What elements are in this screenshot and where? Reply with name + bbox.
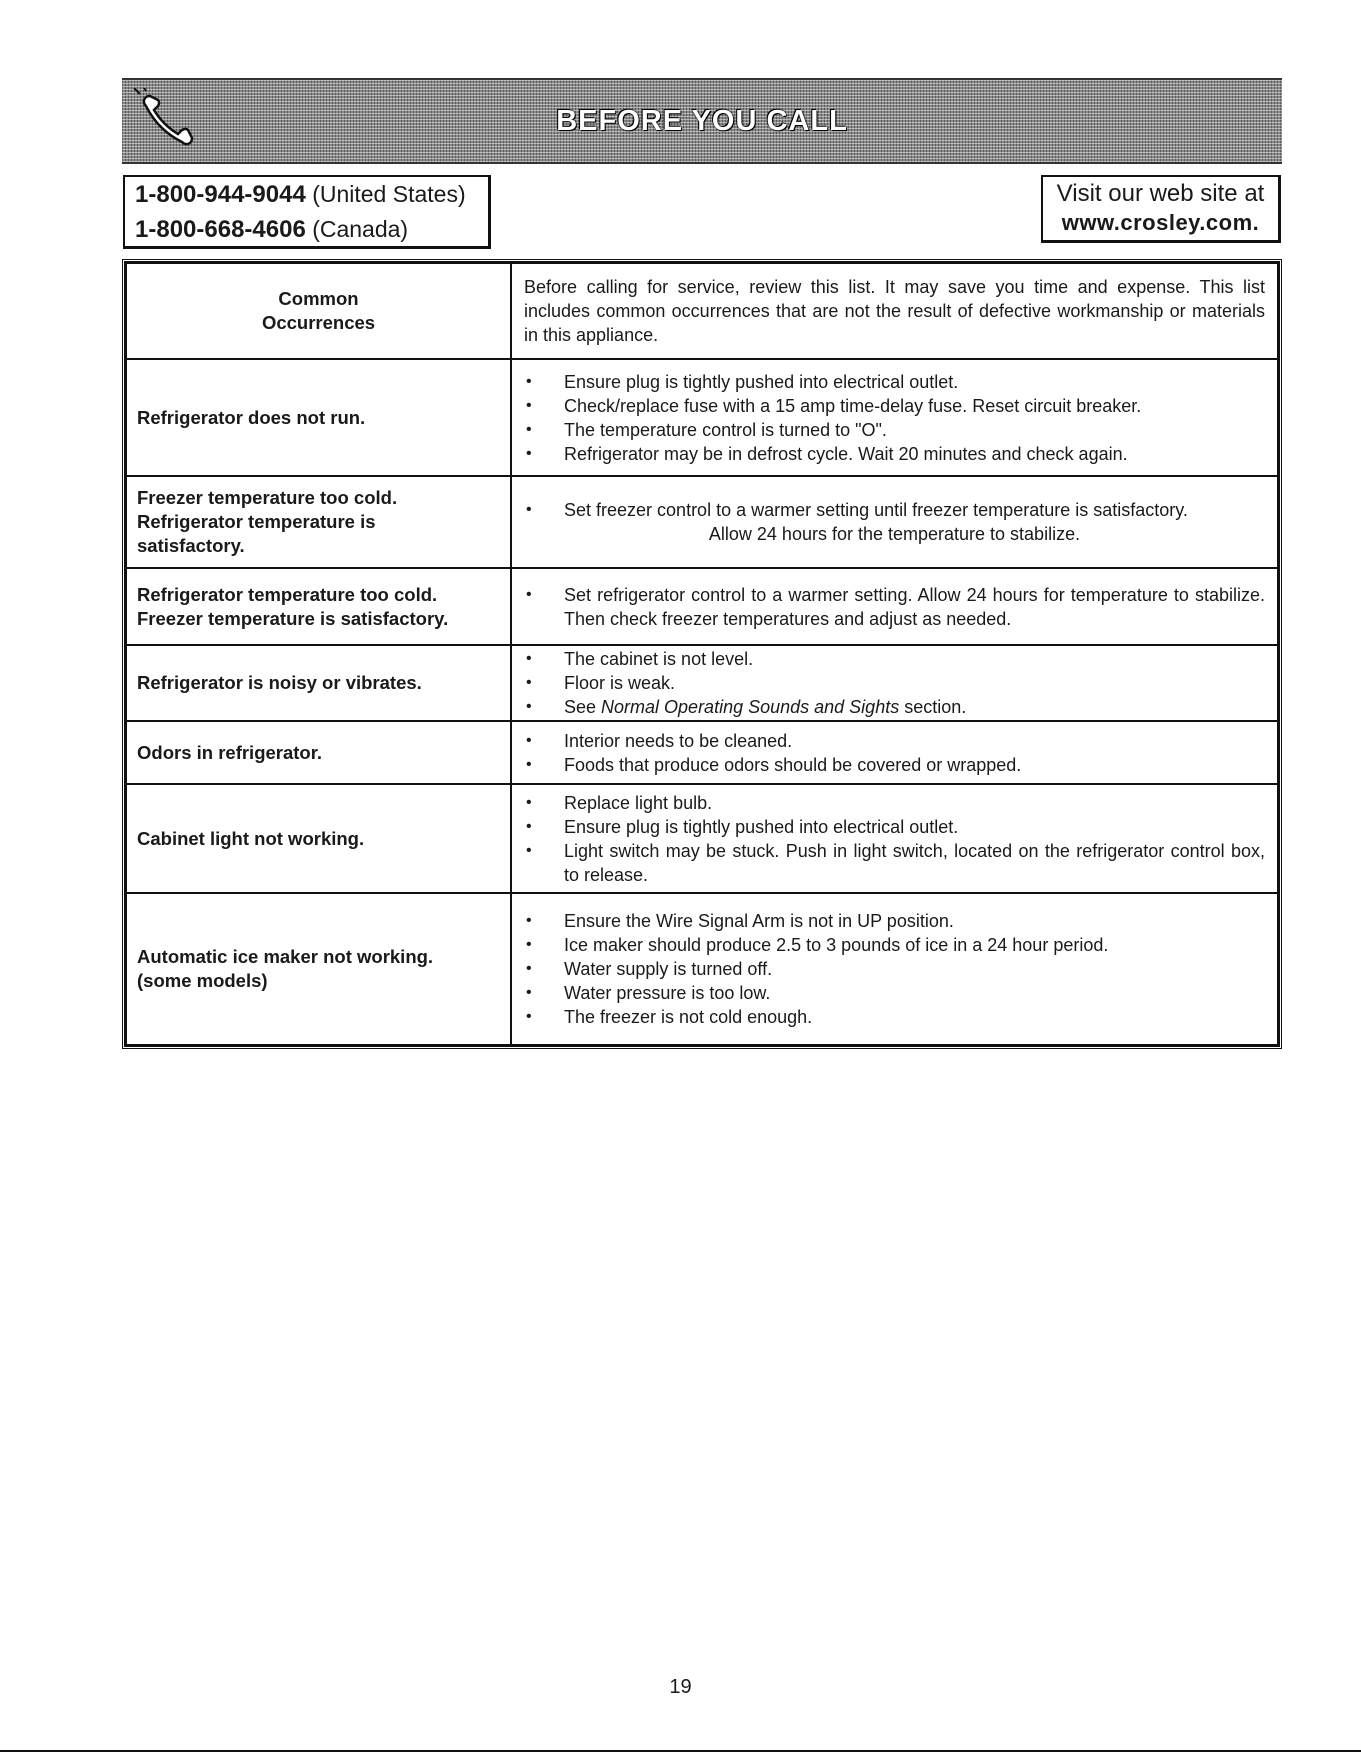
header-label-line2: Occurrences [261,312,376,333]
table-row [126,359,1278,476]
table-row [126,476,1278,568]
header-label-cell [126,263,511,359]
solution-item: • Ice maker should produce 2.5 to 3 pounds of ice in a 24 hour period. [524,933,1265,957]
table-row [126,721,1278,784]
solution-item: • Interior needs to be cleaned. [524,729,1265,753]
section-banner [122,78,1282,164]
solution-item: • Set freezer control to a warmer setting until freezer temperature is satisfactory. [524,498,1265,522]
solution-cell [511,645,1278,721]
solution-cell [511,893,1278,1045]
see-section-title: Normal Operating Sounds and Sights [601,697,900,717]
troubleshooting-table [122,259,1282,1049]
solution-item: • Light switch may be stuck. Push in light switch, located on the refrigerator control box, to release. [524,839,1265,887]
problem-cell [126,893,511,1045]
solution-item: • Ensure plug is tightly pushed into electrical outlet. [524,815,1265,839]
banner-title: BEFORE YOU CALL [556,104,848,137]
problem-line: satisfactory. [137,535,245,556]
solution-cell [511,568,1278,645]
solution-item: • The freezer is not cold enough. [524,1005,1265,1029]
table-row [126,893,1278,1045]
problem-cell [126,568,511,645]
bottom-rule [0,1750,1361,1752]
solution-item: • Refrigerator may be in defrost cycle. Wait 20 minutes and check again. [524,442,1265,466]
solution-item [524,695,1265,719]
solution-item: • The cabinet is not level. [524,647,1265,671]
solution-item: • Ensure plug is tightly pushed into electrical outlet. [524,370,1265,394]
website-link[interactable]: www.crosley.com. [1061,210,1260,235]
canada-phone-number[interactable]: 1-800-668-4606 [135,216,306,243]
problem-line: Refrigerator temperature is [137,511,376,532]
problem-cell: Refrigerator is noisy or vibrates. [126,645,511,721]
see-suffix: section. [899,697,967,717]
problem-cell [126,476,511,568]
us-phone-line [135,177,478,212]
solution-item: • Water supply is turned off. [524,957,1265,981]
problem-line: Freezer temperature too cold. [137,487,398,508]
phone-numbers-box [123,175,491,249]
problem-cell: Refrigerator does not run. [126,359,511,476]
us-region-label: (United States) [312,181,466,207]
see-prefix: See [564,697,602,717]
problem-line: (some models) [137,970,268,991]
header-intro-text: Before calling for service, review this list. It may save you time and expense. This list includes common occurrences that are not the result of defective workmanship or materials in this appliance. [524,277,1265,345]
problem-cell: Odors in refrigerator. [126,721,511,784]
header-label-line1: Common [278,288,359,309]
website-box [1041,175,1281,243]
table-header-row [126,263,1278,359]
solution-item: • Check/replace fuse with a 15 amp time-delay fuse. Reset circuit breaker. [524,394,1265,418]
solution-item: • Water pressure is too low. [524,981,1265,1005]
solution-item: • Ensure the Wire Signal Arm is not in UP position. [524,909,1265,933]
solution-cell [511,721,1278,784]
website-label: Visit our web site at [1056,180,1265,207]
canada-phone-line [135,212,478,247]
solution-item: • Floor is weak. [524,671,1265,695]
solution-item: • Foods that produce odors should be covered or wrapped. [524,753,1265,777]
canada-region-label: (Canada) [312,216,409,242]
table-row [126,784,1278,893]
problem-line: Freezer temperature is satisfactory. [137,607,449,629]
table-row [126,645,1278,721]
solution-item: • Replace light bulb. [524,791,1265,815]
solution-cell [511,784,1278,893]
problem-line: Refrigerator temperature too cold. [137,583,438,605]
solution-continuation: Allow 24 hours for the temperature to stabilize. [708,524,1081,544]
solution-cell [511,359,1278,476]
us-phone-number[interactable]: 1-800-944-9044 [135,181,306,208]
page-number: 19 [669,1676,692,1698]
solution-cell [511,476,1278,568]
table-row [126,568,1278,645]
solution-item: • Set refrigerator control to a warmer setting. Allow 24 hours for temperature to stabilize. Then check freezer temperatures and adjust as needed. [524,583,1265,631]
problem-line: Automatic ice maker not working. [137,946,434,967]
solution-item: • The temperature control is turned to "O". [524,418,1265,442]
problem-cell: Cabinet light not working. [126,784,511,893]
header-intro-cell [511,263,1278,359]
